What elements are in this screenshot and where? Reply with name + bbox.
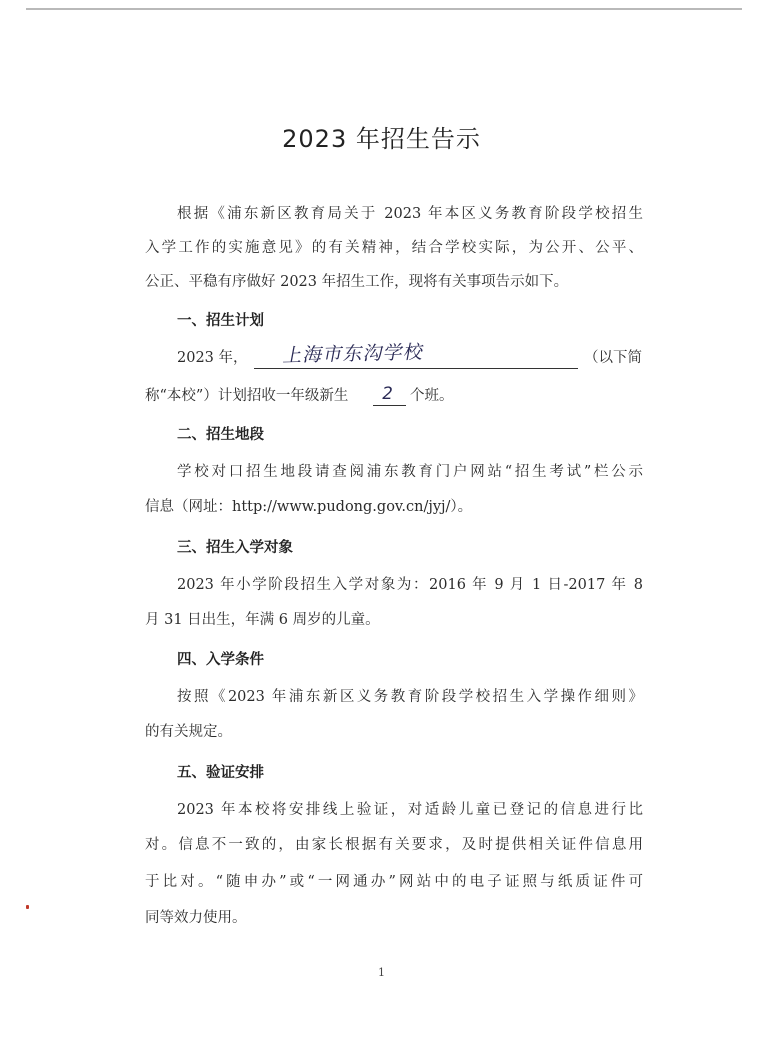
intro-line-2: 入学工作的实施意见》的有关精神，结合学校实际，为公开、公平、 — [145, 240, 643, 256]
section-2-heading: 二、招生地段 — [177, 427, 264, 443]
handwritten-class-count: 2 — [380, 384, 395, 404]
conditions-line-2: 的有关规定。 — [145, 724, 232, 740]
plan-line-1-prefix: 2023 年， — [177, 350, 248, 366]
eligibility-line-2: 月 31 日出生，年满 6 周岁的儿童。 — [145, 612, 380, 628]
verification-line-4: 同等效力使用。 — [145, 910, 247, 926]
page-title: 2023 年招生告示 — [282, 125, 481, 153]
verification-line-2: 对。信息不一致的，由家长根据有关要求，及时提供相关证件信息用 — [145, 837, 643, 853]
section-5-heading: 五、验证安排 — [177, 765, 264, 781]
section-1-heading: 一、招生计划 — [177, 313, 264, 329]
section-3-heading: 三、招生入学对象 — [177, 540, 293, 556]
verification-line-3: 于比对。“随申办”或“一网通办”网站中的电子证照与纸质证件可 — [145, 874, 643, 890]
conditions-line-1: 按照《2023 年浦东新区义务教育阶段学校招生入学操作细则》 — [177, 689, 643, 705]
eligibility-line-1: 2023 年小学阶段招生入学对象为：2016 年 9 月 1 日-2017 年 8 — [177, 577, 643, 593]
plan-line-2-prefix: 称“本校”）计划招收一年级新生 — [145, 388, 349, 404]
school-name-blank — [254, 368, 578, 369]
plan-line-1-suffix: （以下简 — [584, 350, 642, 366]
district-line-1: 学校对口招生地段请查阅浦东教育门户网站“招生考试”栏公示 — [177, 464, 643, 480]
scan-red-mark — [26, 905, 29, 909]
verification-line-1: 2023 年本校将安排线上验证，对适龄儿童已登记的信息进行比 — [177, 802, 643, 818]
class-count-blank — [373, 405, 406, 406]
plan-line-2-suffix: 个班。 — [410, 388, 454, 404]
intro-line-1: 根据《浦东新区教育局关于 2023 年本区义务教育阶段学校招生 — [177, 206, 643, 222]
section-4-heading: 四、入学条件 — [177, 652, 264, 668]
scan-top-edge — [26, 8, 742, 10]
intro-line-3: 公正、平稳有序做好 2023 年招生工作，现将有关事项告示如下。 — [145, 274, 569, 290]
district-line-2: 信息（网址：http://www.pudong.gov.cn/jyj/）。 — [145, 499, 473, 515]
handwritten-school-name: 上海市东沟学校 — [281, 341, 427, 367]
page-number: 1 — [378, 966, 385, 979]
